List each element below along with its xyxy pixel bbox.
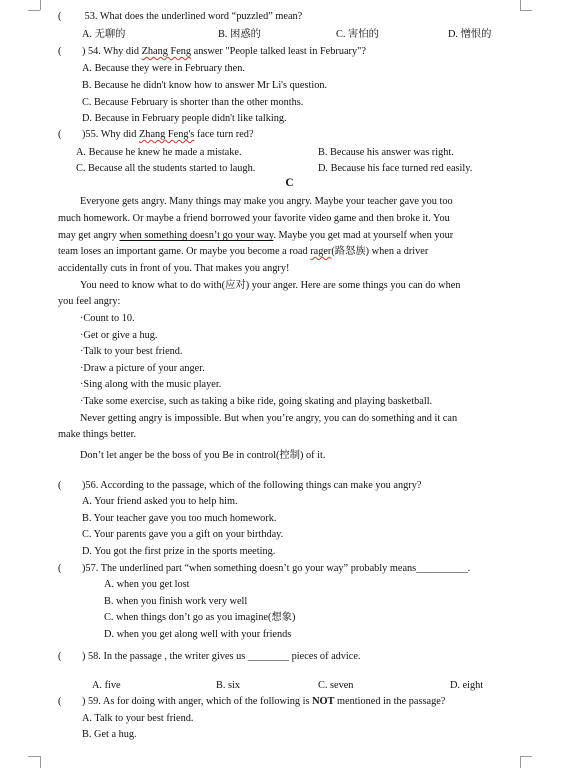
q58-option-a: A. five: [92, 680, 121, 691]
crop-mark-top-left-h: [28, 10, 40, 11]
q57-option-c: C. when things don’t go as you imagine(想象): [104, 612, 296, 623]
q55-option-d: D. Because his face turned red easily.: [318, 163, 473, 174]
passage-p1-line3: [58, 229, 453, 242]
passage-p2-line1: You need to know what to do with(应对) your anger. Here are some things you can do when: [80, 280, 461, 291]
q57-option-b: B. when you finish work very well: [104, 596, 248, 607]
text-run: (路怒族) when a driver: [331, 246, 429, 257]
question-text: ) 59. As for doing with anger, which of the following is: [82, 696, 313, 707]
underlined-phrase: when something doesn’t go your way: [119, 230, 274, 241]
crop-mark-top-right-h: [520, 10, 532, 11]
list-item: ·Take some exercise, such as taking a bike ride, going skating and playing basketball.: [80, 396, 433, 407]
text-run: may get angry: [58, 230, 120, 241]
question-58: [58, 650, 361, 663]
q57-option-d: D. when you get along well with your friends: [104, 629, 292, 640]
answer-paren: (: [58, 129, 62, 140]
q54-option-c: C. Because February is shorter than the other months.: [82, 97, 304, 108]
q56-option-b: B. Your teacher gave you too much homework.: [82, 513, 277, 524]
question-number: ) 54. Why did: [82, 46, 142, 57]
crop-mark-top-right-v: [520, 0, 521, 10]
passage-p2-line2: you feel angry:: [58, 296, 121, 307]
question-53: [58, 10, 302, 23]
question-text: ) 58. In the passage , the writer gives us ________ pieces of advice.: [82, 651, 361, 662]
q59-option-a: A. Talk to your best friend.: [82, 713, 194, 724]
question-text: 53. What does the underlined word “puzzled” mean?: [82, 11, 303, 22]
q53-option-d: D. 憎恨的: [448, 29, 492, 40]
list-item: ·Count to 10.: [80, 313, 135, 324]
answer-paren: (: [58, 651, 62, 662]
answer-paren: (: [58, 563, 62, 574]
q54-option-b: B. Because he didn't know how to answer Mr Li's question.: [82, 80, 328, 91]
list-item: ·Sing along with the music player.: [80, 379, 222, 390]
answer-paren: (: [58, 696, 62, 707]
passage-p1-line1: Everyone gets angry. Many things may make you angry. Maybe your teacher gave you too: [80, 196, 453, 207]
q53-option-a: A. 无聊的: [82, 29, 126, 40]
crop-mark-bottom-left-h: [28, 756, 40, 757]
q55-option-c: C. Because all the students started to laugh.: [76, 163, 256, 174]
word-rager: rager: [310, 246, 332, 257]
list-item: ·Talk to your best friend.: [80, 346, 183, 357]
q56-option-a: A. Your friend asked you to help him.: [82, 496, 238, 507]
question-56: [58, 479, 421, 492]
question-text: answer "People talked least in February"?: [191, 46, 366, 57]
text-run: . Maybe you get mad at yourself when your: [273, 230, 454, 241]
q54-option-a: A. Because they were in February then.: [82, 63, 245, 74]
q56-option-c: C. Your parents gave you a gift on your birthday.: [82, 529, 284, 540]
crop-mark-bottom-left-v: [40, 756, 41, 768]
answer-paren: (: [58, 46, 62, 57]
question-55: [58, 128, 254, 141]
text-run: team loses an important game. Or maybe you become a road: [58, 246, 311, 257]
passage-p3-line1: Never getting angry is impossible. But when you’re angry, you can do something and it can: [80, 413, 458, 424]
question-text: )57. The underlined part “when something doesn’t go your way” probably means: [82, 563, 417, 574]
question-57: [58, 562, 470, 575]
question-text: )56. According to the passage, which of the following things can make you angry?: [82, 480, 422, 491]
q55-option-a: A. Because he knew he made a mistake.: [76, 147, 242, 158]
list-item: ·Get or give a hug.: [80, 330, 158, 341]
name-zhang-feng: Zhang Feng: [141, 46, 192, 57]
answer-blank: __________.: [416, 563, 471, 574]
passage-p3-line2: make things better.: [58, 429, 137, 440]
crop-mark-bottom-right-v: [520, 756, 521, 768]
passage-p1-line4: [58, 245, 428, 258]
crop-mark-bottom-right-h: [520, 756, 532, 757]
q58-option-b: B. six: [216, 680, 241, 691]
q58-option-c: C. seven: [318, 680, 354, 691]
passage-p4: Don’t let anger be the boss of you Be in control(控制) of it.: [80, 450, 326, 461]
crop-mark-top-left-v: [40, 0, 41, 10]
list-item: ·Draw a picture of your anger.: [80, 363, 205, 374]
question-text: face turn red?: [194, 129, 254, 140]
q57-option-a: A. when you get lost: [104, 579, 190, 590]
answer-paren: (: [58, 480, 62, 491]
question-54: [58, 45, 366, 58]
q53-option-b: B. 困惑的: [218, 29, 261, 40]
q53-option-c: C. 害怕的: [336, 29, 379, 40]
q55-option-b: B. Because his answer was right.: [318, 147, 454, 158]
q59-option-b: B. Get a hug.: [82, 729, 137, 740]
name-zhang-feng: Zhang Feng's: [139, 129, 195, 140]
passage-p1-line5: accidentally cuts in front of you. That makes you angry!: [58, 263, 290, 274]
q58-option-d: D. eight: [450, 680, 484, 691]
emphasis-not: NOT: [312, 696, 335, 707]
section-heading: C: [285, 177, 294, 189]
answer-paren: (: [58, 11, 62, 22]
question-number: )55. Why did: [82, 129, 140, 140]
q54-option-d: D. Because in February people didn't like talking.: [82, 113, 287, 124]
q56-option-d: D. You got the first prize in the sports meeting.: [82, 546, 276, 557]
passage-p1-line2: much homework. Or maybe a friend borrowed your favorite video game and then broke it. You: [58, 213, 450, 224]
question-59: [58, 695, 445, 708]
question-text-end: mentioned in the passage?: [334, 696, 446, 707]
